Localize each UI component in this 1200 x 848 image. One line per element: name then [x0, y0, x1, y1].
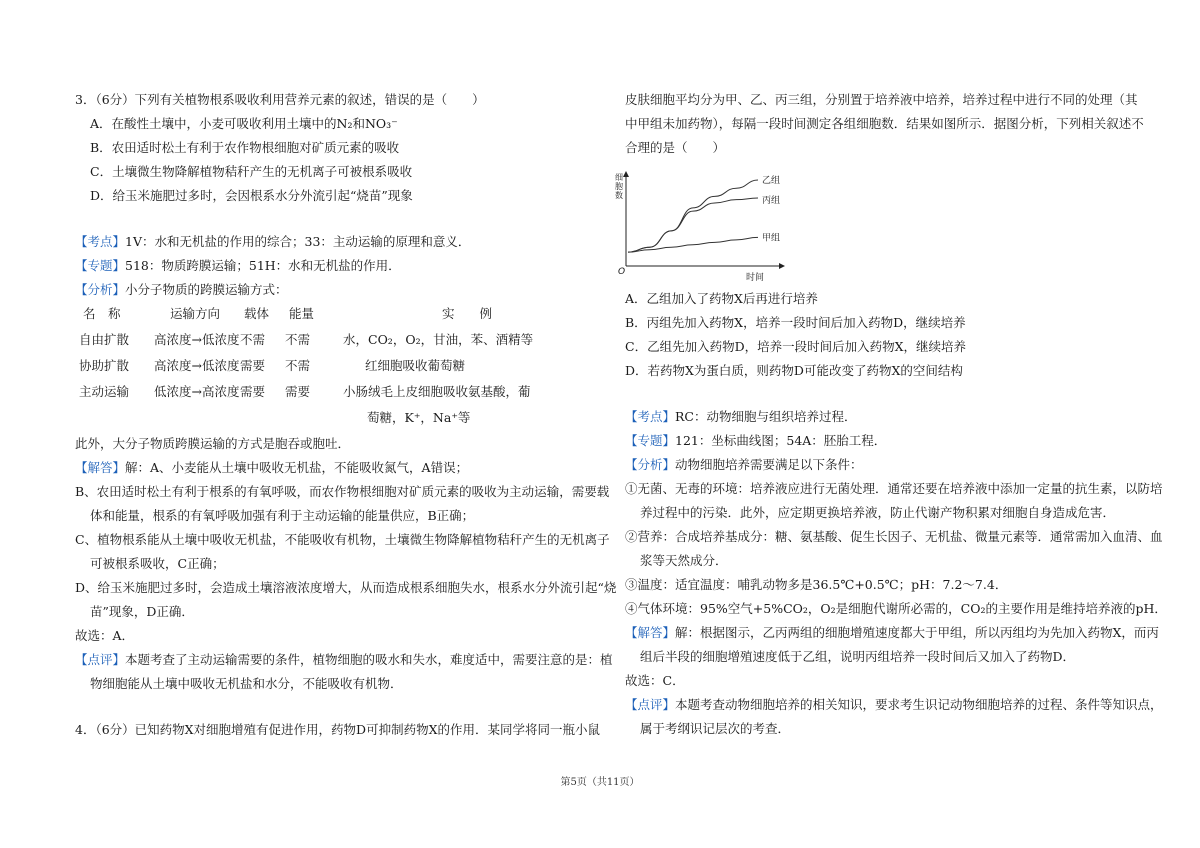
fenxi-tag: 【分析】: [625, 457, 676, 472]
kaodian-tag: 【考点】: [75, 234, 126, 249]
y-axis-label-char: 胞: [615, 182, 623, 191]
q3-option-b: B．农田适时松土有利于农作物根细胞对矿质元素的吸收: [90, 140, 400, 155]
q4-zhuanti: 【专题】121：坐标曲线图；54A：胚胎工程．: [625, 433, 887, 448]
q3-option-c: C．土壤微生物降解植物秸秆产生的无机离子可被根系吸收: [90, 164, 413, 179]
jieda-tag: 【解答】: [75, 460, 126, 475]
series-line-1: [628, 198, 758, 252]
q4-option-b: B．丙组先加入药物X，培养一段时间后加入药物D，继续培养: [625, 315, 966, 330]
series-line-0: [628, 180, 758, 252]
series-line-2: [628, 237, 758, 252]
q3-jieda-line: 可被根系吸收，C正确；: [90, 556, 225, 571]
q3-answer: 故选：A．: [75, 628, 135, 643]
table-header: 名 称 运输方向 载体 能量 实 例: [83, 306, 493, 321]
q3-note: 此外，大分子物质跨膜运输的方式是胞吞或胞吐．: [75, 436, 351, 451]
y-axis-label-char: 数: [615, 191, 623, 200]
q4-option-d: D．若药物X为蛋白质，则药物D可能改变了药物X的空间结构: [625, 363, 963, 378]
q3-kaodian: 【考点】1V：水和无机盐的作用的综合；33：主动运输的原理和意义．: [75, 234, 471, 249]
fenxi-tag: 【分析】: [75, 282, 126, 297]
q3-jieda-line: 体和能量，根系的有氧呼吸加强有利于主动运输的能量供应，B正确；: [90, 508, 475, 523]
dianping-tag: 【点评】: [625, 697, 676, 712]
q3-option-a: A．在酸性土壤中，小麦可吸收利用土壤中的N₂和NO₃⁻: [90, 116, 398, 131]
q3-jieda-line: B、农田适时松土有利于根系的有氧呼吸，而农作物根细胞对矿质元素的吸收为主动运输，需要载: [75, 484, 610, 499]
origin-label: O: [618, 267, 626, 277]
q4-jieda: 【解答】解：根据图示，乙丙两组的细胞增殖速度都大于甲组，所以丙组均为先加入药物X，而丙: [625, 625, 1159, 640]
q4-option-c: C．乙组先加入药物D，培养一段时间后加入药物X，继续培养: [625, 339, 966, 354]
y-axis-label-char: 细: [615, 173, 623, 182]
left-column: [75, 88, 617, 742]
dianping-tag: 【点评】: [75, 652, 126, 667]
q4-condition-1: ①无菌、无毒的环境：培养液应进行无菌处理．通常还要在培养液中添加一定量的抗生素，以防培: [625, 481, 1163, 496]
kaodian-tag: 【考点】: [625, 409, 676, 424]
q3-jieda-line: 苗”现象，D正确．: [90, 604, 194, 619]
q4-condition-2: ②营养：合成培养基成分：糖、氨基酸、促生长因子、无机盐、微量元素等．通常需加入血清、血: [625, 529, 1163, 544]
q4-condition-4: ④气体环境：95%空气+5%CO₂，O₂是细胞代谢所必需的，CO₂的主要作用是维持培养液的pH．: [625, 601, 1167, 616]
q4-option-a: A．乙组加入了药物X后再进行培养: [625, 291, 818, 306]
q4-stem-line: 皮肤细胞平均分为甲、乙、丙三组，分别置于培养液中培养，培养过程中进行不同的处理（其: [625, 92, 1138, 107]
series-label: 丙组: [762, 196, 781, 207]
q3-stem: 3．（6分）下列有关植物根系吸收利用营养元素的叙述，错误的是（ ）: [75, 92, 485, 107]
q3-jieda-line: C、植物根系能从土壤中吸收无机盐，不能吸收有机物，土壤微生物降解植物秸秆产生的无机离子: [75, 532, 610, 547]
q4-stem: 4．（6分）已知药物X对细胞增殖有促进作用，药物D可抑制药物X的作用．某同学将同一瓶小鼠: [75, 722, 600, 737]
q4-answer: 故选：C．: [625, 673, 685, 688]
q3-jieda: 【解答】解：A、小麦能从土壤中吸收无机盐，不能吸收氮气，A错误；: [75, 460, 469, 475]
q4-dianping-line: 属于考纲识记层次的考查．: [640, 721, 791, 736]
table-row: 主动运输 低浓度→高浓度 需要 需要 小肠绒毛上皮细胞吸收氨基酸，葡: [79, 384, 531, 399]
q3-jieda-line: D、给玉米施肥过多时，会造成土壤溶液浓度增大，从而造成根系细胞失水，根系水分外流引起“烧: [75, 580, 617, 595]
page-footer: 第5页（共11页）: [560, 777, 640, 788]
jieda-tag: 【解答】: [625, 625, 676, 640]
table-row: 协助扩散 高浓度→低浓度 需要 不需 红细胞吸收葡萄糖: [79, 358, 466, 373]
q4-jieda-line: 组后半段的细胞增殖速度低于乙组，说明丙组培养一段时间后又加入了药物D．: [640, 649, 1076, 664]
q3-fenxi: 【分析】小分子物质的跨膜运输方式：: [75, 282, 288, 297]
series-label: 甲组: [762, 233, 781, 244]
q3-zhuanti: 【专题】518：物质跨膜运输；51H：水和无机盐的作用．: [75, 258, 401, 273]
x-axis-label: 时间: [746, 273, 765, 283]
table-row: 自由扩散 高浓度→低浓度 不需 不需 水，CO₂，O₂，甘油，苯、酒精等: [79, 332, 534, 347]
q4-stem-line: 中甲组未加药物），每隔一段时间测定各组细胞数．结果如图所示．据图分析，下列相关叙述不: [625, 116, 1144, 131]
q4-kaodian: 【考点】RC：动物细胞与组织培养过程．: [625, 409, 857, 424]
q4-condition-2-cont: 浆等天然成分．: [640, 553, 728, 568]
q4-condition-3: ③温度：适宜温度：哺乳动物多是36.5℃+0.5℃；pH：7.2～7.4．: [625, 577, 1008, 592]
zhuanti-tag: 【专题】: [625, 433, 676, 448]
cell-growth-chart: [612, 166, 792, 286]
y-axis-label: [615, 173, 623, 200]
q4-condition-1-cont: 养过程中的污染．此外，应定期更换培养液，防止代谢产物积累对细胞自身造成危害．: [640, 505, 1116, 520]
zhuanti-tag: 【专题】: [75, 258, 126, 273]
transport-table: [75, 302, 595, 432]
table-row-continuation: 萄糖，K⁺，Na⁺等: [367, 410, 471, 425]
series-label: 乙组: [762, 176, 781, 186]
q4-fenxi: 【分析】动物细胞培养需要满足以下条件：: [625, 457, 863, 472]
q4-dianping: 【点评】本题考查动物细胞培养的相关知识，要求考生识记动物细胞培养的过程、条件等知识点，: [625, 697, 1163, 712]
q3-option-d: D．给玉米施肥过多时，会因根系水分外流引起“烧苗”现象: [90, 188, 413, 203]
q3-dianping: 【点评】本题考查了主动运输需要的条件，植物细胞的吸水和失水，难度适中，需要注意的是：植: [75, 652, 613, 667]
q3-dianping-line: 物细胞能从土壤中吸收无机盐和水分，不能吸收有机物．: [90, 676, 403, 691]
q4-stem-line: 合理的是（ ）: [625, 140, 726, 155]
